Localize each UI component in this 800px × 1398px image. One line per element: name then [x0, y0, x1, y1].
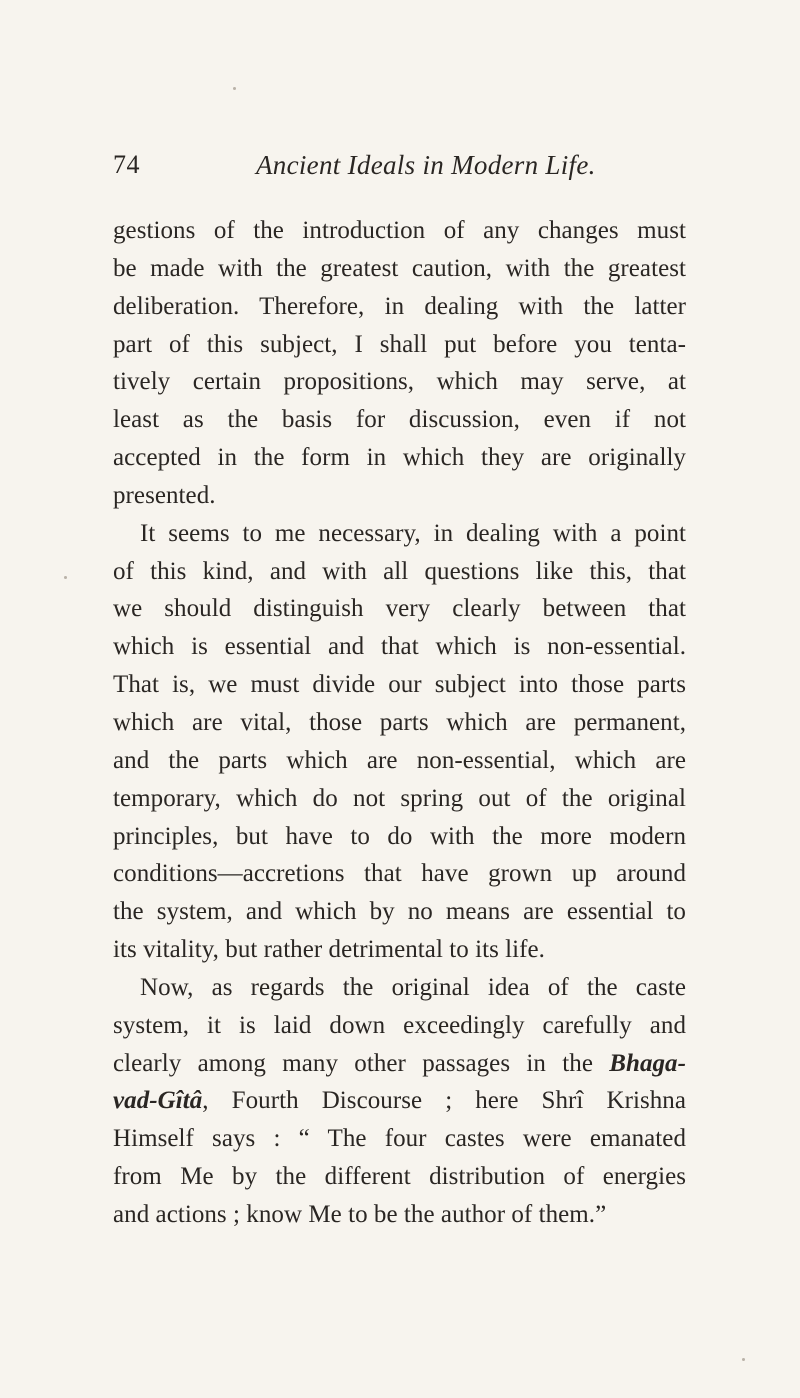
- text-line: Now, as regards the original idea of the caste: [140, 973, 686, 1001]
- text-line: which is essential and that which is non-essential.: [113, 633, 686, 661]
- text-line: accepted in the form in which they are originally: [113, 444, 686, 472]
- text-line: That is, we must divide our subject into those parts: [113, 671, 686, 699]
- text-line: and the parts which are non-essential, which are: [113, 746, 686, 774]
- text-line: of this kind, and with all questions like this, that: [113, 557, 686, 585]
- text-line: gestions of the introduction of any changes must: [113, 217, 686, 244]
- text-line: system, it is laid down exceedingly carefully and: [113, 1011, 686, 1039]
- text-line: principles, but have to do with the more modern: [113, 822, 686, 850]
- text-line: part of this subject, I shall put before you tenta-: [113, 330, 686, 358]
- text-line: from Me by the different distribution of energies: [113, 1163, 686, 1191]
- text-line: conditions—accretions that have grown up around: [113, 860, 686, 888]
- text-line: presented.: [113, 481, 216, 509]
- paper-speck: [233, 87, 236, 90]
- text-line: It seems to me necessary, in dealing with a point: [140, 519, 686, 547]
- text-line: temporary, which do not spring out of the original: [113, 784, 686, 812]
- text-line: least as the basis for discussion, even if not: [113, 406, 686, 434]
- text-line: be made with the greatest caution, with the greatest: [113, 254, 686, 282]
- text-line: we should distinguish very clearly between that: [113, 595, 686, 623]
- text-line: deliberation. Therefore, in dealing with the latter: [113, 292, 686, 320]
- text-line: [113, 1082, 686, 1120]
- italic-title: vad-Gîtâ: [113, 1087, 203, 1115]
- body-text: [113, 212, 686, 1234]
- text-line: Himself says : “ The four castes were emanated: [113, 1125, 686, 1153]
- page-number: 74: [113, 150, 140, 179]
- running-head: [113, 150, 685, 190]
- text-line: which are vital, those parts which are permanent,: [113, 708, 686, 736]
- text-line: tively certain propositions, which may serve, at: [113, 368, 686, 396]
- text-line: its vitality, but rather detrimental to its life.: [113, 936, 545, 964]
- paper-speck: [64, 576, 67, 579]
- text-segment: clearly among many other passages in the: [113, 1049, 593, 1077]
- italic-title: Bhaga-: [609, 1049, 686, 1077]
- text-line: the system, and which by no means are essential to: [113, 898, 686, 926]
- paper-speck: [742, 1358, 745, 1361]
- text-line: [113, 1045, 686, 1083]
- text-segment: , Fourth Discourse ; here Shrî Krishna: [202, 1087, 686, 1115]
- running-title: Ancient Ideals in Modern Life.: [256, 150, 596, 180]
- text-line: and actions ; know Me to be the author of them.”: [113, 1200, 607, 1228]
